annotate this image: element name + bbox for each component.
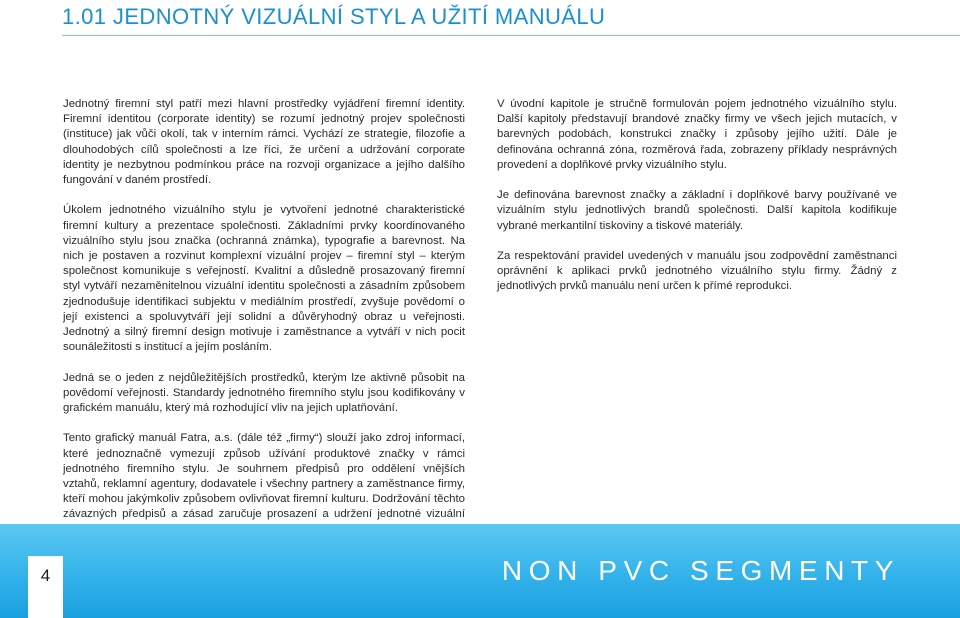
- brand-label: NON PVC SEGMENTY: [501, 555, 900, 586]
- title-underline: [62, 35, 960, 36]
- paragraph: V úvodní kapitole je stručně formulován pojem jednotného vizuálního stylu. Další kapitoly představují brandové značky firmy ve všech jejich mutacích, v barevných podobách, konstrukci značky i způsoby jejího užití. Dále je definována ochranná zóna, rozměrová řada, zobrazeny příklady nesprávných provedení a doplňkové prvky vizuálního stylu.: [497, 98, 897, 171]
- paragraph: Jednotný firemní styl patří mezi hlavní prostředky vyjádření firemní identity. Firemní identitou (corporate identity) se rozumí jednotný projev společnosti (instituce) jak vůči okolí, tak v interním rámci. Vychází ze strategie, filozofie a dlouhodobých cílů společnosti a lze říci, že určení a udržování corporate identity je nezbytnou podmínkou práce na rozvoji organizace a jejího dalšího fungování v daném prostředí.: [63, 98, 465, 187]
- page-title: 1.01 JEDNOTNÝ VIZUÁLNÍ STYL A UŽITÍ MANUÁLU: [62, 4, 606, 29]
- paragraph: Úkolem jednotného vizuálního stylu je vytvoření jednotné charakteristické firemní kultury a prezentace společnosti. Základními prvky koordinovaného vizuálního stylu jsou značka (ochranná známka), typografie a barevnost. Na nich je postaven a rozvinut komplexní vizuální projev – firemní styl – kterým společnost komunikuje s veřejností. Kvalitní a důsledně prosazovaný firemní styl vytváří nezaměnitelnou vizuální identitu společnosti a zásadním způsobem zjednodušuje identifikaci subjektu v mediálním prostředí, zvyšuje povědomí o její existenci a spoluvytváří její solidní a důvěryhodný obraz u veřejnosti. Jednotný a silný firemní design motivuje i zaměstnance a vytváří v nich pocit sounáležitosti s institucí a jejím posláním.: [63, 204, 465, 354]
- page-number: 4: [40, 566, 51, 585]
- paragraph: Je definována barevnost značky a základní i doplňkové barvy používané ve vizuálním stylu jednotlivých brandů společnosti. Další kapitola kodifikuje vybrané merkantilní tiskoviny a tiskové materiály.: [497, 189, 897, 232]
- right-text-column: [497, 97, 897, 310]
- left-text-column: [63, 97, 465, 553]
- paragraph: Tento grafický manuál Fatra, a.s. (dále též „firmy“) slouží jako zdroj informací, které jednoznačně vymezují způsob užívání produktové značky v rámci jednotného firemního stylu. Je souhrnem předpisů pro oddělení vnějších vztahů, reklamní agentury, dodavatele i všechny partnery a zaměstnance firmy, kteří mohou jakýmkoliv způsobem ovlivňovat firemní kulturu. Dodržování těchto závazných předpisů a zásad zaručuje prosazení a udržení jednotné vizuální: [63, 432, 465, 521]
- paragraph: Za respektování pravidel uvedených v manuálu jsou zodpovědní zaměstnanci oprávnění k aplikaci prvků jednotného vizuálního stylu firmy. Žádný z jednotlivých prvků manuálu není určen k přímé reprodukci.: [497, 250, 897, 293]
- paragraph: Jedná se o jeden z nejdůležitějších prostředků, kterým lze aktivně působit na povědomí veřejnosti. Standardy jednotného firemního stylu jsou kodifikovány v grafickém manuálu, který má rozhodující vliv na jejich uplatňování.: [63, 371, 465, 415]
